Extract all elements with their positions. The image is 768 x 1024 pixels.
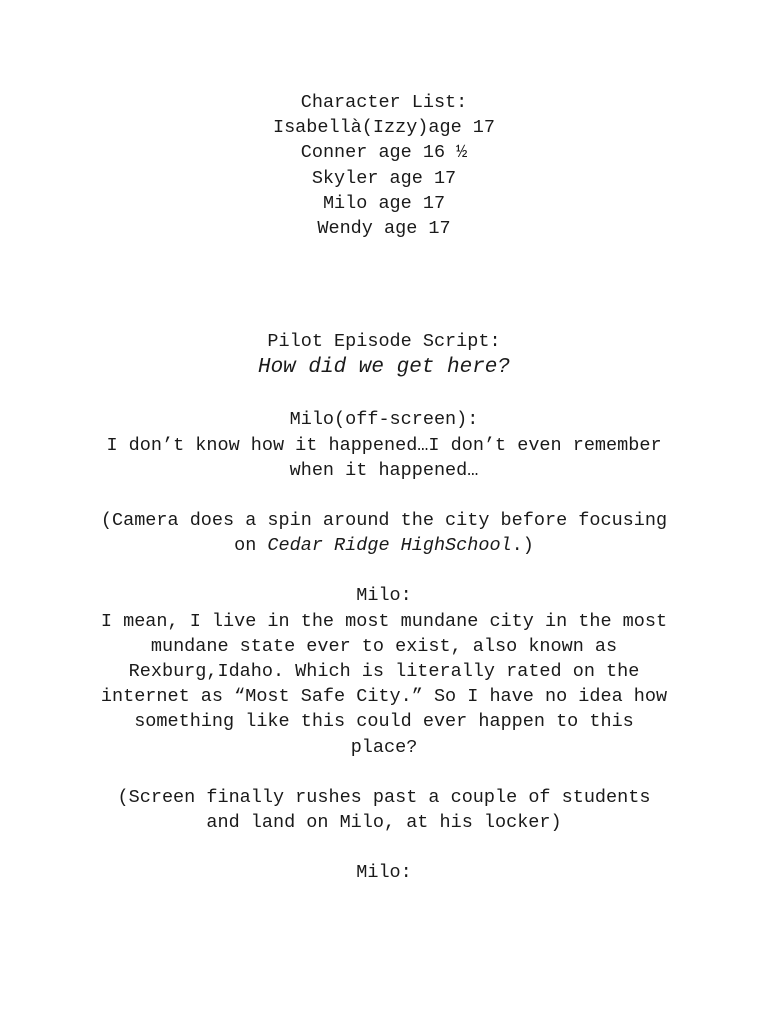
dialogue-line: Rexburg,Idaho. Which is literally rated on the	[128, 661, 640, 683]
character-entry: Conner age 16 ½	[300, 142, 468, 164]
character-list-heading: Character List:	[300, 92, 468, 113]
dialogue-line: internet as “Most Safe City.” So I have no idea how	[100, 686, 668, 708]
dialogue-line: something like this could ever happen to this	[134, 711, 634, 733]
character-entry: Wendy age 17	[317, 218, 451, 240]
school-name: Cedar Ridge HighSchool	[267, 535, 512, 557]
speaker-label: Milo:	[356, 585, 412, 607]
stage-direction-line	[80, 533, 688, 558]
section-spacer	[80, 241, 688, 329]
stage-direction-line: (Screen finally rushes past a couple of students	[117, 786, 651, 808]
spacer	[80, 760, 688, 785]
speaker-label: Milo(off-screen):	[289, 409, 479, 431]
spacer	[80, 382, 688, 407]
spacer	[80, 483, 688, 508]
character-entry: Skyler age 17	[311, 167, 457, 189]
speaker-label: Milo:	[356, 862, 412, 884]
script-heading: Pilot Episode Script:	[267, 331, 501, 353]
spacer	[80, 835, 688, 860]
character-entry: Milo age 17	[322, 192, 446, 214]
dialogue-line: mundane state ever to exist, also known as	[150, 635, 618, 657]
dialogue-line: I mean, I live in the most mundane city in the most	[100, 610, 668, 632]
dialogue-line: I don’t know how it happened…I don’t even remember	[106, 434, 662, 456]
stage-direction-line: (Camera does a spin around the city before focusing	[100, 510, 668, 532]
document-page	[80, 90, 688, 885]
dialogue-line: when it happened…	[289, 459, 479, 481]
direction-text: on	[234, 535, 268, 557]
spacer	[80, 558, 688, 583]
episode-title: How did we get here?	[257, 356, 511, 380]
character-entry: Isabellà(Izzy)age 17	[272, 117, 496, 139]
dialogue-line: place?	[350, 736, 418, 758]
stage-direction-line: and land on Milo, at his locker)	[206, 812, 562, 834]
direction-text: .)	[511, 535, 534, 557]
